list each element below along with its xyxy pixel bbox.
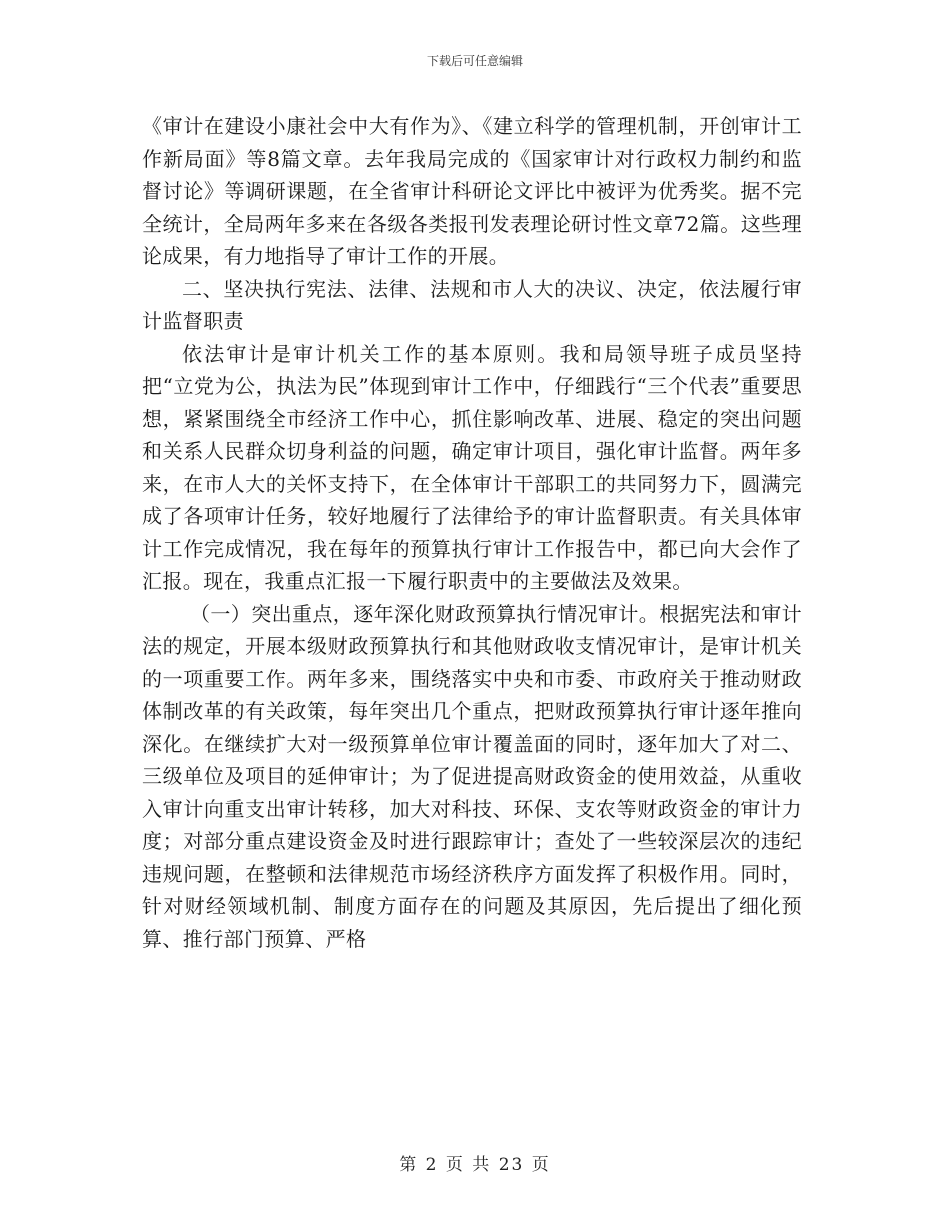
paragraph-lawful-audit: 依法审计是审计机关工作的基本原则。我和局领导班子成员坚持把“立党为公，执法为民”体现到审计工作中，仔细践行“三个代表”重要思想，紧紧围绕全市经济工作中心，抓住影响改革、进展、稳定的突出问题和关系人民群众切身利益的问题，确定审计项目，强化审计监督。两年多来，在市人大的关怀支持下，在全体审计干部职工的共同努力下，圆满完成了各项审计任务，较好地履行了法律给予的审计监督职责。有关具体审计工作完成情况，我在每年的预算执行审计工作报告中，都已向大会作了汇报。现在，我重点汇报一下履行职责中的主要做法及效果。 xyxy=(142,341,802,593)
document-body xyxy=(142,110,802,955)
paragraph-subsection-1: （一）突出重点，逐年深化财政预算执行情况审计。根据宪法和审计法的规定，开展本级财政预算执行和其他财政收支情况审计，是审计机关的一项重要工作。两年多来，围绕落实中央和市委、市政府关于推动财政体制改革的有关政策，每年突出几个重点，把财政预算执行审计逐年推向深化。在继续扩大对一级预算单位审计覆盖面的同时，逐年加大了对二、三级单位及项目的延伸审计；为了促进提高财政资金的使用效益，从重收入审计向重支出审计转移，加大对科技、环保、支农等财政资金的审计力度；对部分重点建设资金及时进行跟踪审计；查处了一些较深层次的违纪违规问题，在整顿和法律规范市场经济秩序方面发挥了积极作用。同时，针对财经领域机制、制度方面存在的问题及其原因，先后提出了细化预算、推行部门预算、严格 xyxy=(142,601,802,951)
page-header-note: 下载后可任意编辑 xyxy=(426,54,523,68)
page-number: 第 2 页 共 23 页 xyxy=(399,1155,551,1175)
paragraph-continuation: 《审计在建设小康社会中大有作为》、《建立科学的管理机制，开创审计工作新局面》等8篇文章。去年我局完成的《国家审计对行政权力制约和监督讨论》等调研课题，在全省审计科研论文评比中被评为优秀奖。据不完全统计，全局两年多来在各级各类报刊发表理论研讨性文章72篇。这些理论成果，有力地指导了审计工作的开展。 xyxy=(142,114,802,268)
section-heading-2: 二、坚决执行宪法、法律、法规和市人大的决议、决定，依法履行审计监督职责 xyxy=(142,276,802,333)
